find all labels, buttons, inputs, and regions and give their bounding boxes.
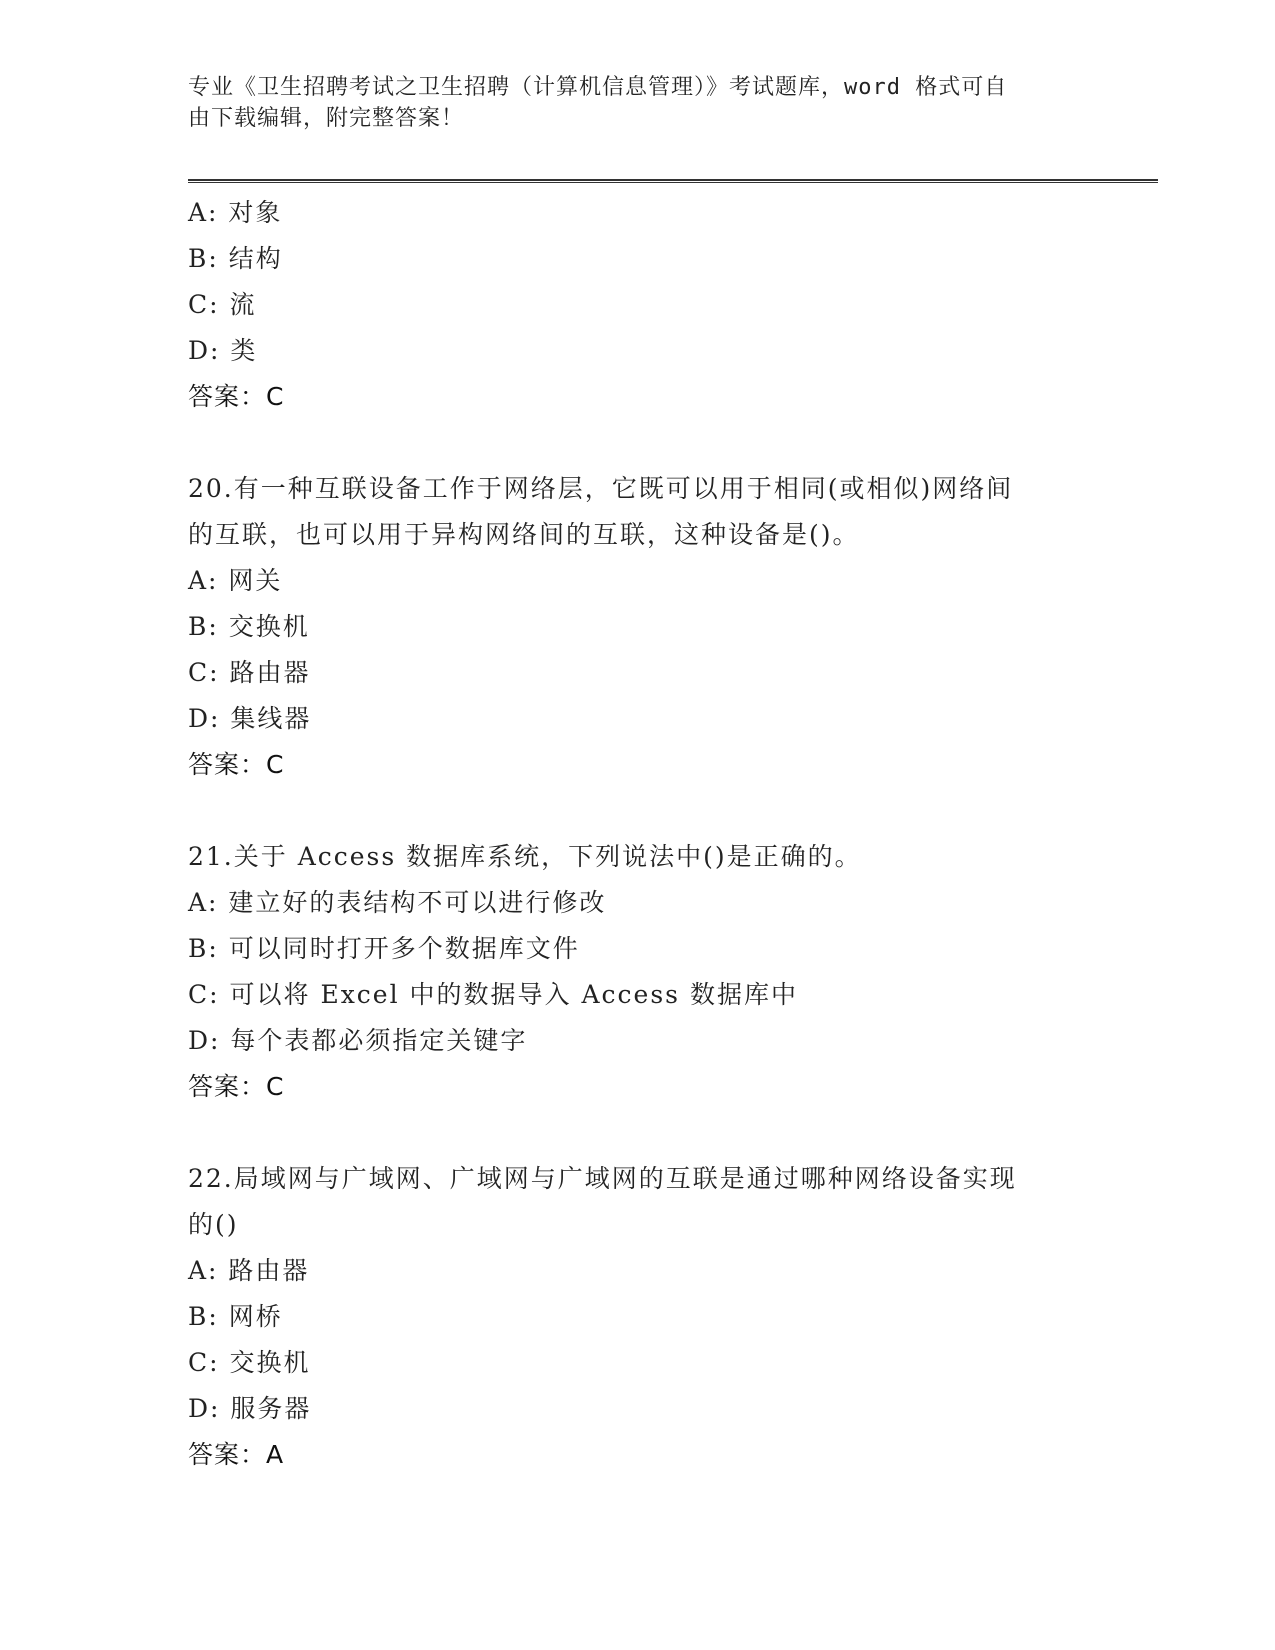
option-d: D: 每个表都必须指定关键字 — [188, 1026, 528, 1055]
question-text-line-2: 的() — [188, 1210, 239, 1239]
option-a: A: 对象 — [188, 198, 283, 227]
document-header — [188, 72, 1088, 134]
question-22 — [188, 1156, 1088, 1478]
answer-line: 答案：A — [188, 1440, 285, 1469]
question-text-line-2: 的互联，也可以用于异构网络间的互联，这种设备是()。 — [188, 520, 860, 549]
answer-line: 答案：C — [188, 382, 285, 411]
question-text-line-1: 21.关于 Access 数据库系统，下列说法中()是正确的。 — [188, 842, 862, 871]
option-c: C: 路由器 — [188, 658, 311, 687]
question-list — [188, 190, 1088, 1478]
question-text-line-1: 22.局域网与广域网、广域网与广域网的互联是通过哪种网络设备实现 — [188, 1164, 1017, 1193]
option-b: B: 交换机 — [188, 612, 310, 641]
question-text — [188, 466, 1078, 558]
option-a: A: 网关 — [188, 566, 283, 595]
question-text — [188, 834, 1078, 880]
header-line-1: 专业《卫生招聘考试之卫生招聘（计算机信息管理）》考试题库，word 格式可自 — [188, 75, 1008, 100]
option-d: D: 集线器 — [188, 704, 312, 733]
option-c: C: 流 — [188, 290, 257, 319]
answer-line: 答案：C — [188, 1072, 285, 1101]
option-b: B: 网桥 — [188, 1302, 283, 1331]
option-c: C: 可以将 Excel 中的数据导入 Access 数据库中 — [188, 980, 798, 1009]
option-d: D: 类 — [188, 336, 258, 365]
option-b: B: 可以同时打开多个数据库文件 — [188, 934, 580, 963]
option-d: D: 服务器 — [188, 1394, 312, 1423]
option-a: A: 建立好的表结构不可以进行修改 — [188, 888, 607, 917]
question-21 — [188, 834, 1088, 1110]
question-19-partial — [188, 190, 1088, 420]
option-b: B: 结构 — [188, 244, 283, 273]
option-a: A: 路由器 — [188, 1256, 310, 1285]
question-20 — [188, 466, 1088, 788]
answer-line: 答案：C — [188, 750, 285, 779]
option-c: C: 交换机 — [188, 1348, 311, 1377]
header-line-2: 由下载编辑，附完整答案！ — [188, 106, 465, 131]
header-divider — [188, 179, 1158, 183]
question-text — [188, 1156, 1078, 1248]
question-text-line-1: 20.有一种互联设备工作于网络层，它既可以用于相同(或相似)网络间 — [188, 474, 1014, 503]
